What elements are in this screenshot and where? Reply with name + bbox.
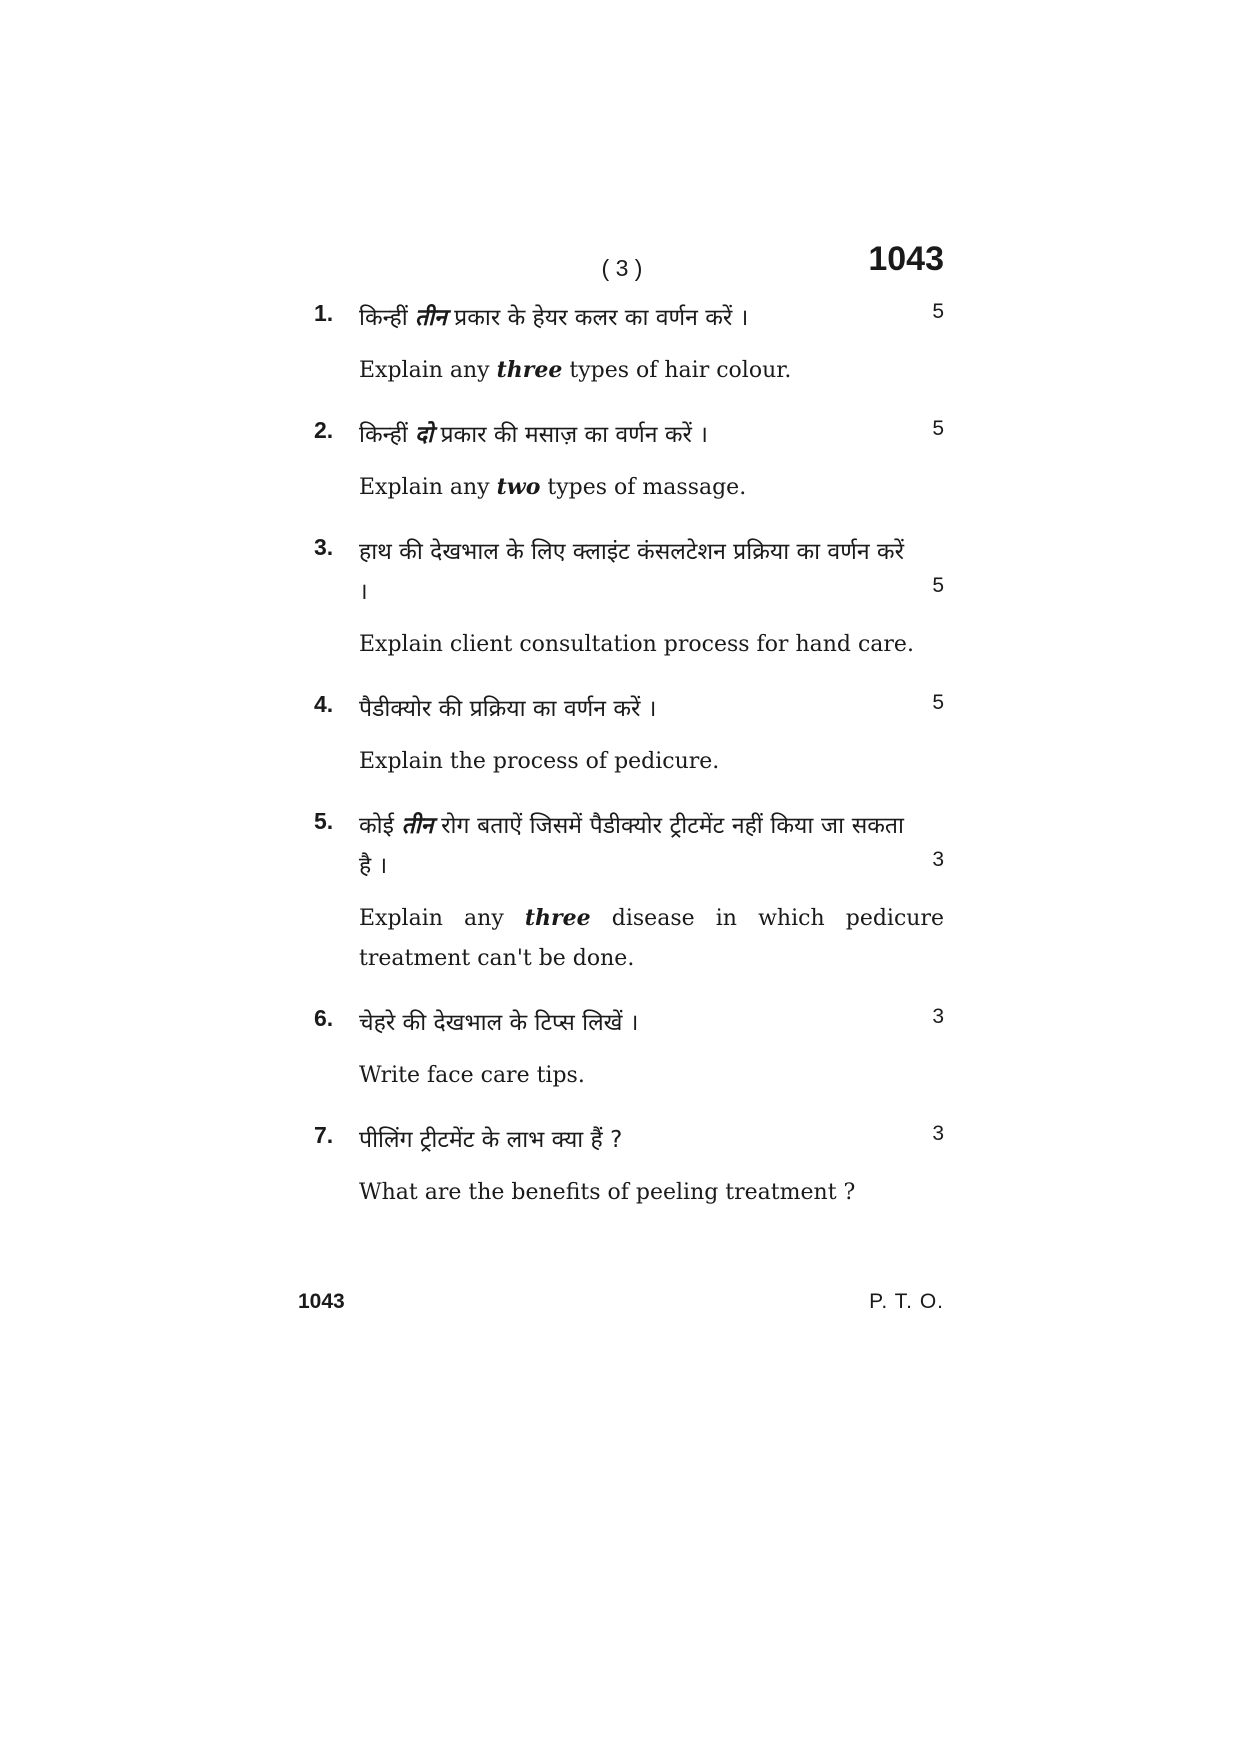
- question-hindi-text: पीलिंग ट्रीटमेंट के लाभ क्या हैं ?: [359, 1127, 623, 1153]
- question-english-text: Explain any three types of hair colour.: [359, 357, 792, 383]
- pto-label: P. T. O.: [869, 1290, 944, 1313]
- question-number: 7.: [314, 1122, 334, 1148]
- question-list: [314, 298, 944, 1237]
- question-english-text: Explain any two types of massage.: [359, 474, 747, 500]
- question-marks: 5: [932, 300, 944, 323]
- question-english-text: Explain the process of pedicure.: [359, 749, 720, 774]
- question-marks: 5: [932, 691, 944, 714]
- question-hindi-text: चेहरे की देखभाल के टिप्स लिखें ।: [359, 1010, 639, 1036]
- question-english-text: Explain client consultation process for hand care.: [359, 632, 914, 657]
- question-hindi-text: पैडीक्योर की प्रक्रिया का वर्णन करें ।: [359, 696, 657, 722]
- question-hindi-text: किन्हीं तीन प्रकार के हेयर कलर का वर्णन करें ।: [359, 305, 749, 331]
- question-marks: 5: [932, 417, 944, 440]
- question-english-text: Explain any three disease in which pedicure treatment can't be done.: [359, 905, 944, 971]
- question-7: [314, 1120, 944, 1213]
- question-hindi-text: किन्हीं दो प्रकार की मसाज़ का वर्णन करें ।: [359, 422, 708, 448]
- question-marks: 3: [932, 1005, 944, 1028]
- question-hindi-text: कोई तीन रोग बताऐं जिसमें पैडीक्योर ट्रीटमेंट नहीं किया जा सकता है ।: [359, 813, 904, 879]
- page-number: ( 3 ): [601, 255, 643, 281]
- question-marks: 5: [932, 574, 944, 597]
- page-header: [320, 240, 944, 290]
- question-english-text: Write face care tips.: [359, 1063, 585, 1088]
- question-5: [314, 806, 944, 979]
- question-number: 5.: [314, 808, 334, 834]
- question-1: [314, 298, 944, 391]
- question-6: [314, 1003, 944, 1096]
- question-number: 2.: [314, 417, 334, 443]
- question-3: [314, 532, 944, 665]
- page-footer: [298, 1290, 944, 1320]
- question-marks: 3: [932, 848, 944, 871]
- question-number: 1.: [314, 300, 334, 326]
- question-4: [314, 689, 944, 782]
- question-hindi-text: हाथ की देखभाल के लिए क्लाइंट कंसलटेशन प्रक्रिया का वर्णन करें ।: [359, 539, 904, 605]
- question-number: 4.: [314, 691, 334, 717]
- question-2: [314, 415, 944, 508]
- question-number: 6.: [314, 1005, 334, 1031]
- paper-code-top: 1043: [868, 240, 944, 278]
- question-marks: 3: [932, 1122, 944, 1145]
- question-english-text: What are the benefits of peeling treatment ?: [359, 1180, 856, 1205]
- question-number: 3.: [314, 534, 334, 560]
- paper-code-bottom: 1043: [298, 1290, 345, 1313]
